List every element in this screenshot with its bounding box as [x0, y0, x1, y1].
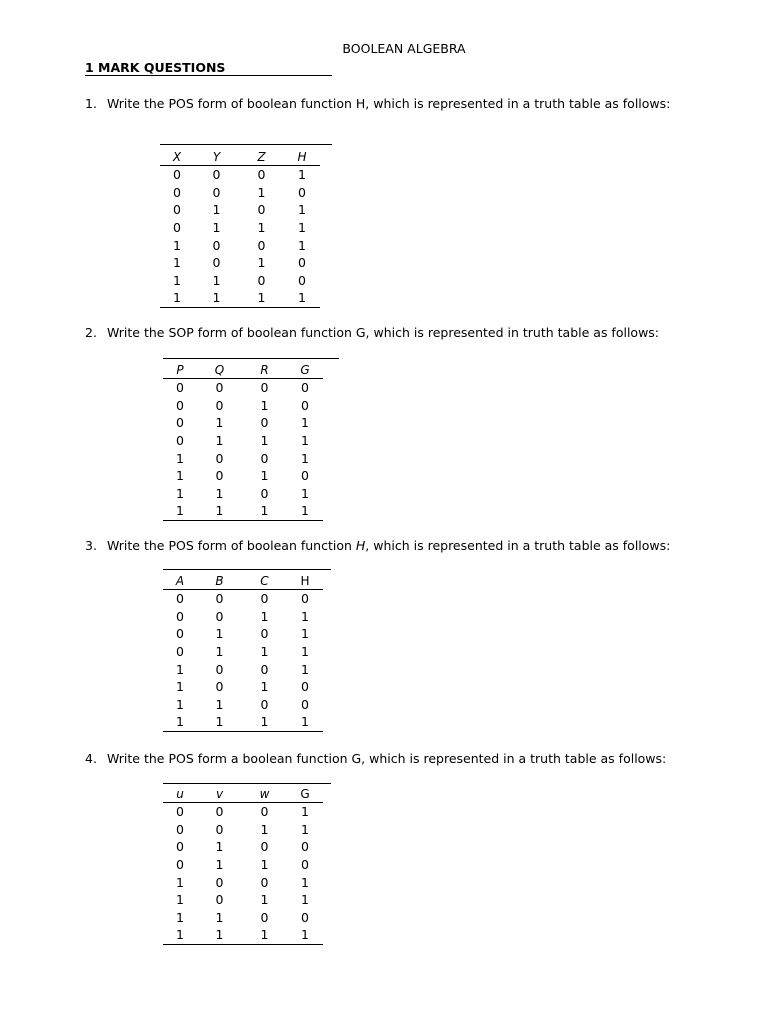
table-cell: 1: [260, 821, 269, 837]
table-cell: 1: [301, 626, 309, 642]
table-cell: 1: [301, 450, 309, 466]
table-row: [163, 379, 323, 397]
table-cell: 0: [176, 644, 184, 660]
table-cell: 1: [176, 661, 184, 677]
question-number: 2.: [85, 325, 97, 340]
table-cell: 1: [301, 804, 309, 820]
table-row: [163, 608, 323, 626]
table-cell: 1: [301, 433, 309, 449]
question-text: Write the POS form a boolean function G, which is represented in a truth table as follows:: [107, 751, 667, 766]
table-row: [160, 166, 320, 184]
table-cell: 1: [176, 679, 184, 695]
table-cell: 0: [260, 380, 269, 396]
column-header: G: [287, 786, 323, 803]
table-cell: 0: [176, 433, 184, 449]
table-cell: 0: [257, 202, 266, 218]
table-cell: 0: [176, 380, 184, 396]
table-cell: 0: [212, 184, 221, 200]
table-cell: 1: [197, 713, 242, 731]
column-header: Q: [197, 362, 242, 379]
table-cell: 0: [173, 202, 181, 218]
table-cell: 0: [176, 608, 184, 624]
table-row: [160, 254, 320, 272]
table-cell: 1: [176, 696, 184, 712]
table-cell: 1: [301, 821, 309, 837]
table-row: [160, 184, 320, 202]
table-top-rule: [163, 569, 331, 570]
table-cell: 1: [298, 237, 306, 253]
question-4: [85, 751, 666, 766]
table-cell: 1: [284, 289, 320, 307]
table-cell: 1: [215, 415, 224, 431]
table-top-rule: [163, 358, 339, 359]
table-cell: 0: [298, 184, 306, 200]
table-cell: 1: [301, 874, 309, 890]
table-cell: 0: [176, 591, 184, 607]
table-row: [163, 590, 323, 608]
heading-underline: [85, 75, 332, 76]
table-cell: 0: [301, 468, 309, 484]
table-cell: 0: [260, 661, 269, 677]
table-cell: 1: [215, 909, 224, 925]
column-header: Z: [239, 149, 284, 166]
table-row: [160, 201, 320, 219]
table-cell: 0: [215, 661, 224, 677]
table-cell: 1: [176, 450, 184, 466]
truth-table-4: [163, 786, 323, 945]
table-cell: 1: [173, 255, 181, 271]
table-cell: 1: [301, 415, 309, 431]
table-cell: 0: [176, 804, 184, 820]
table-cell: 1: [212, 202, 221, 218]
table-row: [163, 713, 323, 731]
table-row: [163, 803, 323, 821]
column-header: P: [163, 362, 197, 379]
table-row: [160, 236, 320, 254]
table-cell: 1: [260, 433, 269, 449]
table-cell: 0: [215, 874, 224, 890]
table-cell: 1: [197, 502, 242, 520]
table-row: [163, 467, 323, 485]
table-cell: 1: [301, 892, 309, 908]
table-cell: 0: [173, 220, 181, 236]
table-row: [163, 696, 323, 714]
table-cell: 1: [287, 502, 323, 520]
table-cell: 1: [215, 696, 224, 712]
table-row: [163, 643, 323, 661]
table-cell: 0: [301, 380, 309, 396]
table-cell: 0: [301, 696, 309, 712]
table-cell: 1: [215, 839, 224, 855]
table-cell: 0: [298, 272, 306, 288]
question-text: Write the POS form of boolean function: [107, 538, 356, 553]
table-row: [163, 856, 323, 874]
table-cell: 1: [215, 857, 224, 873]
table-cell: 0: [176, 821, 184, 837]
table-cell: 1: [173, 272, 181, 288]
truth-table-3: [163, 573, 323, 732]
table-cell: 1: [298, 167, 306, 183]
table-cell: 1: [298, 202, 306, 218]
truth-table-1: [160, 149, 320, 308]
table-cell: 0: [212, 237, 221, 253]
truth-table-2: [163, 362, 323, 521]
table-cell: 0: [260, 696, 269, 712]
document-title: BOOLEAN ALGEBRA: [342, 41, 466, 56]
table-row: [160, 219, 320, 237]
table-cell: 1: [257, 220, 266, 236]
table-cell: 0: [301, 679, 309, 695]
table-cell: 0: [260, 626, 269, 642]
column-header: Y: [194, 149, 239, 166]
table-cell: 0: [257, 237, 266, 253]
column-header: v: [197, 786, 242, 803]
table-cell: 1: [160, 289, 194, 307]
table-cell: 0: [215, 821, 224, 837]
table-cell: 0: [257, 272, 266, 288]
table-cell: 1: [173, 237, 181, 253]
table-cell: 1: [242, 502, 287, 520]
table-row: [163, 891, 323, 909]
table-cell: 1: [260, 892, 269, 908]
table-cell: 1: [215, 433, 224, 449]
table-cell: 1: [176, 485, 184, 501]
table-row: [160, 272, 320, 290]
column-header: X: [160, 149, 194, 166]
table-row: [163, 502, 323, 520]
column-header: R: [242, 362, 287, 379]
table-row: [163, 397, 323, 415]
table-cell: 1: [257, 255, 266, 271]
column-header: u: [163, 786, 197, 803]
table-cell: 0: [257, 167, 266, 183]
table-cell: 1: [260, 397, 269, 413]
table-cell: 0: [176, 626, 184, 642]
question-text-italic: H: [355, 538, 366, 553]
question-number: 3.: [85, 538, 97, 553]
table-cell: 0: [260, 839, 269, 855]
table-cell: 0: [301, 591, 309, 607]
table-cell: 0: [176, 857, 184, 873]
table-cell: 0: [260, 874, 269, 890]
table-cell: 1: [260, 679, 269, 695]
table-cell: 0: [260, 415, 269, 431]
column-header: G: [287, 362, 323, 379]
question-number: 4.: [85, 751, 97, 766]
column-header: A: [163, 573, 197, 590]
table-cell: 1: [242, 713, 287, 731]
table-cell: 1: [298, 220, 306, 236]
table-row: [163, 449, 323, 467]
table-cell: 0: [215, 591, 224, 607]
table-cell: 0: [173, 184, 181, 200]
table-cell: 0: [301, 839, 309, 855]
table-cell: 1: [194, 289, 239, 307]
table-row: [163, 414, 323, 432]
table-row: [163, 926, 323, 944]
table-row: [163, 485, 323, 503]
question-number: 1.: [85, 96, 97, 111]
table-cell: 0: [215, 804, 224, 820]
table-cell: 1: [212, 272, 221, 288]
question-1: [85, 96, 670, 111]
table-cell: 0: [176, 415, 184, 431]
table-cell: 0: [176, 397, 184, 413]
table-cell: 0: [176, 839, 184, 855]
table-cell: 0: [215, 380, 224, 396]
table-cell: 0: [215, 679, 224, 695]
table-row: [163, 678, 323, 696]
table-cell: 1: [301, 661, 309, 677]
table-cell: 1: [242, 926, 287, 944]
table-cell: 1: [215, 485, 224, 501]
table-cell: 1: [163, 502, 197, 520]
table-cell: 1: [215, 644, 224, 660]
question-3: [85, 538, 670, 553]
table-cell: 0: [215, 608, 224, 624]
question-text: Write the SOP form of boolean function G, which is represented in truth table as follows:: [107, 325, 660, 340]
table-cell: 0: [301, 909, 309, 925]
column-header: H: [287, 573, 323, 590]
table-cell: 1: [163, 713, 197, 731]
table-row: [163, 625, 323, 643]
table-cell: 0: [260, 909, 269, 925]
table-row: [160, 289, 320, 307]
table-cell: 1: [301, 608, 309, 624]
table-cell: 0: [260, 450, 269, 466]
table-cell: 1: [260, 644, 269, 660]
table-top-rule: [160, 144, 332, 145]
table-cell: 0: [215, 892, 224, 908]
column-header: B: [197, 573, 242, 590]
table-cell: 0: [260, 485, 269, 501]
table-cell: 1: [215, 626, 224, 642]
table-cell: 1: [163, 926, 197, 944]
question-text: Write the POS form of boolean function H, which is represented in a truth table as follows:: [107, 96, 671, 111]
table-cell: 1: [260, 608, 269, 624]
table-cell: 0: [260, 804, 269, 820]
column-header: C: [242, 573, 287, 590]
column-header: w: [242, 786, 287, 803]
table-top-rule: [163, 783, 331, 784]
section-heading: 1 MARK QUESTIONS: [85, 60, 226, 75]
table-row: [163, 660, 323, 678]
table-cell: 0: [301, 397, 309, 413]
question-2: [85, 325, 659, 340]
table-row: [163, 838, 323, 856]
table-cell: 0: [260, 591, 269, 607]
table-cell: 1: [287, 926, 323, 944]
table-row: [163, 432, 323, 450]
table-cell: 1: [176, 874, 184, 890]
table-cell: 1: [239, 289, 284, 307]
table-cell: 0: [215, 450, 224, 466]
table-cell: 0: [212, 255, 221, 271]
table-cell: 1: [301, 644, 309, 660]
column-header: H: [284, 149, 320, 166]
table-row: [163, 821, 323, 839]
table-cell: 1: [260, 857, 269, 873]
table-cell: 0: [298, 255, 306, 271]
table-cell: 0: [215, 397, 224, 413]
table-cell: 1: [176, 909, 184, 925]
table-cell: 0: [173, 167, 181, 183]
table-cell: 0: [301, 857, 309, 873]
table-cell: 0: [215, 468, 224, 484]
table-cell: 1: [257, 184, 266, 200]
table-cell: 1: [287, 713, 323, 731]
table-cell: 1: [260, 468, 269, 484]
table-cell: 1: [176, 892, 184, 908]
table-row: [163, 873, 323, 891]
table-cell: 1: [212, 220, 221, 236]
table-cell: 0: [212, 167, 221, 183]
table-row: [163, 909, 323, 927]
question-text-end: , which is represented in a truth table as follows:: [365, 538, 671, 553]
table-cell: 1: [301, 485, 309, 501]
table-cell: 1: [176, 468, 184, 484]
table-cell: 1: [197, 926, 242, 944]
